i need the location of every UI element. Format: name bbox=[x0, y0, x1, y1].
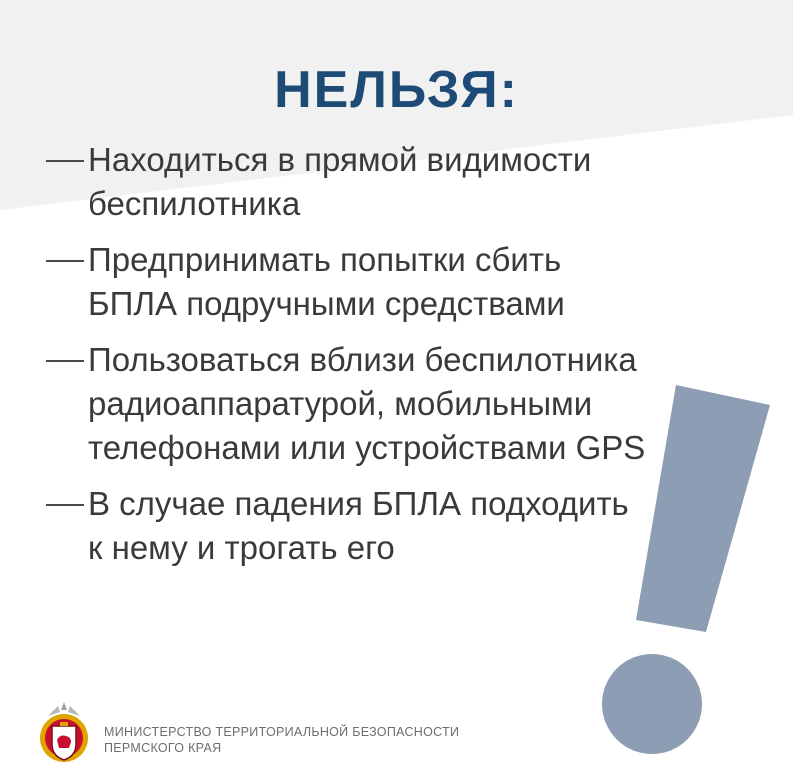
rule-line: телефонами или устройствами GPS bbox=[88, 429, 646, 466]
ministry-name-line1: МИНИСТЕРСТВО ТЕРРИТОРИАЛЬНОЙ БЕЗОПАСНОСТИ bbox=[104, 725, 460, 739]
rule-item bbox=[38, 238, 768, 326]
rule-line: БПЛА подручными средствами bbox=[88, 285, 565, 322]
dash-icon bbox=[46, 160, 84, 162]
rule-line: к нему и трогать его bbox=[88, 529, 395, 566]
rule-line: радиоаппаратурой, мобильными bbox=[88, 385, 593, 422]
rule-line: Находиться в прямой видимости bbox=[88, 141, 592, 178]
ministry-name-line2: ПЕРМСКОГО КРАЯ bbox=[104, 741, 222, 755]
footer bbox=[36, 700, 556, 770]
dash-icon bbox=[46, 360, 84, 362]
exclamation-dot bbox=[602, 654, 702, 754]
rule-line: Пользоваться вблизи беспилотника bbox=[88, 341, 637, 378]
rule-item bbox=[38, 138, 768, 226]
page-title: НЕЛЬЗЯ: bbox=[274, 61, 519, 119]
rule-item bbox=[38, 338, 768, 470]
ministry-emblem-icon bbox=[36, 700, 92, 766]
rule-line: В случае падения БПЛА подходить bbox=[88, 485, 629, 522]
rules-list bbox=[38, 138, 768, 582]
rule-line: Предпринимать попытки сбить bbox=[88, 241, 562, 278]
dash-icon bbox=[46, 260, 84, 262]
rule-line: беспилотника bbox=[88, 185, 301, 222]
rule-item bbox=[38, 482, 768, 570]
ministry-name bbox=[104, 724, 459, 756]
dash-icon bbox=[46, 504, 84, 506]
